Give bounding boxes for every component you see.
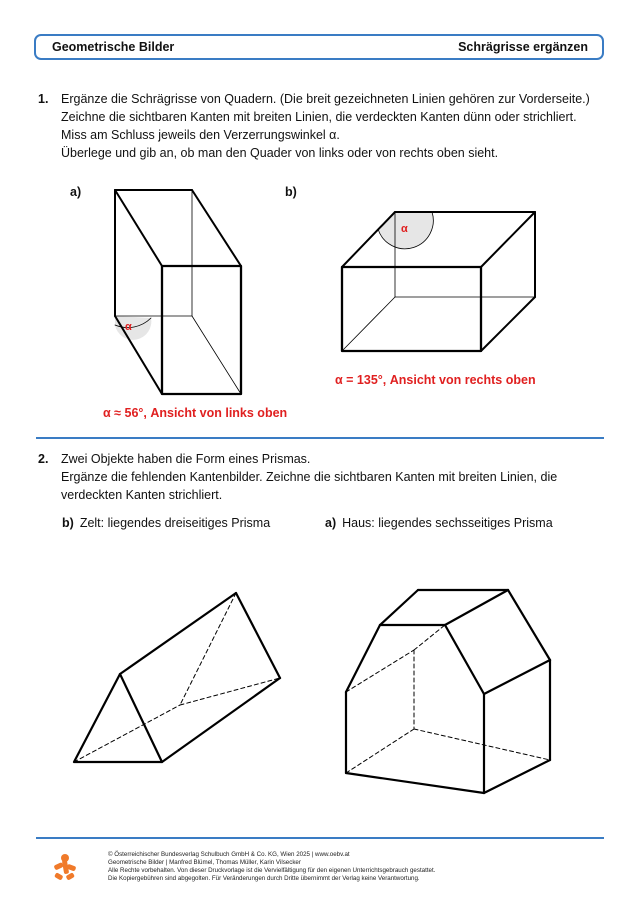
cuboid-b-front-face bbox=[342, 267, 481, 351]
task1-a-label: a) bbox=[70, 185, 82, 199]
task2-line: Ergänze die fehlenden Kantenbilder. Zeichne die sichtbaren Kanten mit breiten Linien, die bbox=[61, 470, 558, 484]
house-edge bbox=[484, 760, 550, 793]
tent-front-face bbox=[74, 674, 162, 762]
publisher-logo-icon bbox=[52, 852, 78, 882]
house-edge bbox=[445, 625, 484, 694]
task1-line: Überlege und gib an, ob man den Quader von links oder von rechts oben sieht. bbox=[61, 146, 499, 160]
house-edge bbox=[445, 590, 508, 625]
house-edge bbox=[346, 625, 380, 692]
footer-line: Alle Rechte vorbehalten. Von dieser Druckvorlage ist die Vervielfältigung für den eigenen Unterrichtsgebrauch gestattet. bbox=[108, 867, 436, 874]
footer-divider bbox=[36, 837, 604, 839]
footer-line: © Österreichischer Bundesverlag Schulbuch GmbH & Co. KG, Wien 2025 | www.oebv.at bbox=[108, 851, 350, 858]
angle-arc-a bbox=[115, 316, 151, 340]
task1-line: Miss am Schluss jeweils den Verzerrungswinkel α. bbox=[61, 128, 340, 142]
header-topic: Schrägrisse ergänzen bbox=[458, 40, 588, 54]
task1-b-answer: α = 135°, Ansicht von rechts oben bbox=[335, 373, 536, 387]
house-edge bbox=[484, 660, 550, 694]
cuboid-b-figure bbox=[342, 212, 535, 351]
house-edge bbox=[508, 590, 550, 660]
task1-b-label: b) bbox=[285, 185, 297, 199]
task1-number: 1. bbox=[38, 92, 49, 106]
task2-b-label: b) bbox=[62, 516, 74, 530]
footer-line: Geometrische Bilder | Manfred Blümel, Thomas Müller, Karin Vilsecker bbox=[108, 859, 301, 866]
cuboid-b-edge bbox=[481, 297, 535, 351]
house-left-gap bbox=[346, 625, 414, 773]
angle-symbol-b: α bbox=[401, 223, 408, 235]
header-title: Geometrische Bilder bbox=[52, 40, 175, 54]
house-prism-figure bbox=[346, 590, 550, 793]
tent-edge bbox=[162, 678, 280, 762]
footer-line: Die Kopiergebühren sind abgegolten. Für Veränderungen durch Dritte übernimmt der Verlag keine Verantwortung. bbox=[108, 875, 420, 882]
task1-line: Zeichne die sichtbaren Kanten mit breiten Linien, die verdeckten Kanten dünn oder strichliert. bbox=[61, 110, 577, 124]
tent-edge bbox=[236, 593, 280, 678]
tent-prism-figure bbox=[74, 593, 280, 762]
tent-ridge-edge bbox=[120, 593, 236, 674]
task2-a-text: Haus: liegendes sechsseitiges Prisma bbox=[342, 516, 553, 530]
task2-b-text: Zelt: liegendes dreiseitiges Prisma bbox=[79, 516, 271, 530]
task2-line: verdeckten Kanten strichliert. bbox=[61, 488, 223, 502]
task2-number: 2. bbox=[38, 452, 49, 466]
cuboid-a-hidden-edge bbox=[192, 316, 241, 394]
house-hidden-edges bbox=[346, 625, 550, 773]
cuboid-a-figure bbox=[115, 190, 241, 394]
house-edge bbox=[380, 590, 418, 625]
cuboid-b-hidden-edge bbox=[342, 297, 395, 351]
task1-line: Ergänze die Schrägrisse von Quadern. (Die breit gezeichneten Linien gehören zur Vorderseite.) bbox=[61, 92, 590, 106]
house-edge bbox=[346, 773, 484, 793]
cuboid-a-edge bbox=[192, 190, 241, 266]
task2-line: Zwei Objekte haben die Form eines Prismas. bbox=[61, 452, 311, 466]
cuboid-b-edge bbox=[481, 212, 535, 267]
task2-a-label: a) bbox=[325, 516, 337, 530]
angle-symbol-a: α bbox=[125, 321, 132, 333]
task1-a-answer: α ≈ 56°, Ansicht von links oben bbox=[103, 406, 288, 420]
cuboid-a-edge bbox=[115, 190, 162, 266]
footer-copyright bbox=[108, 851, 435, 883]
